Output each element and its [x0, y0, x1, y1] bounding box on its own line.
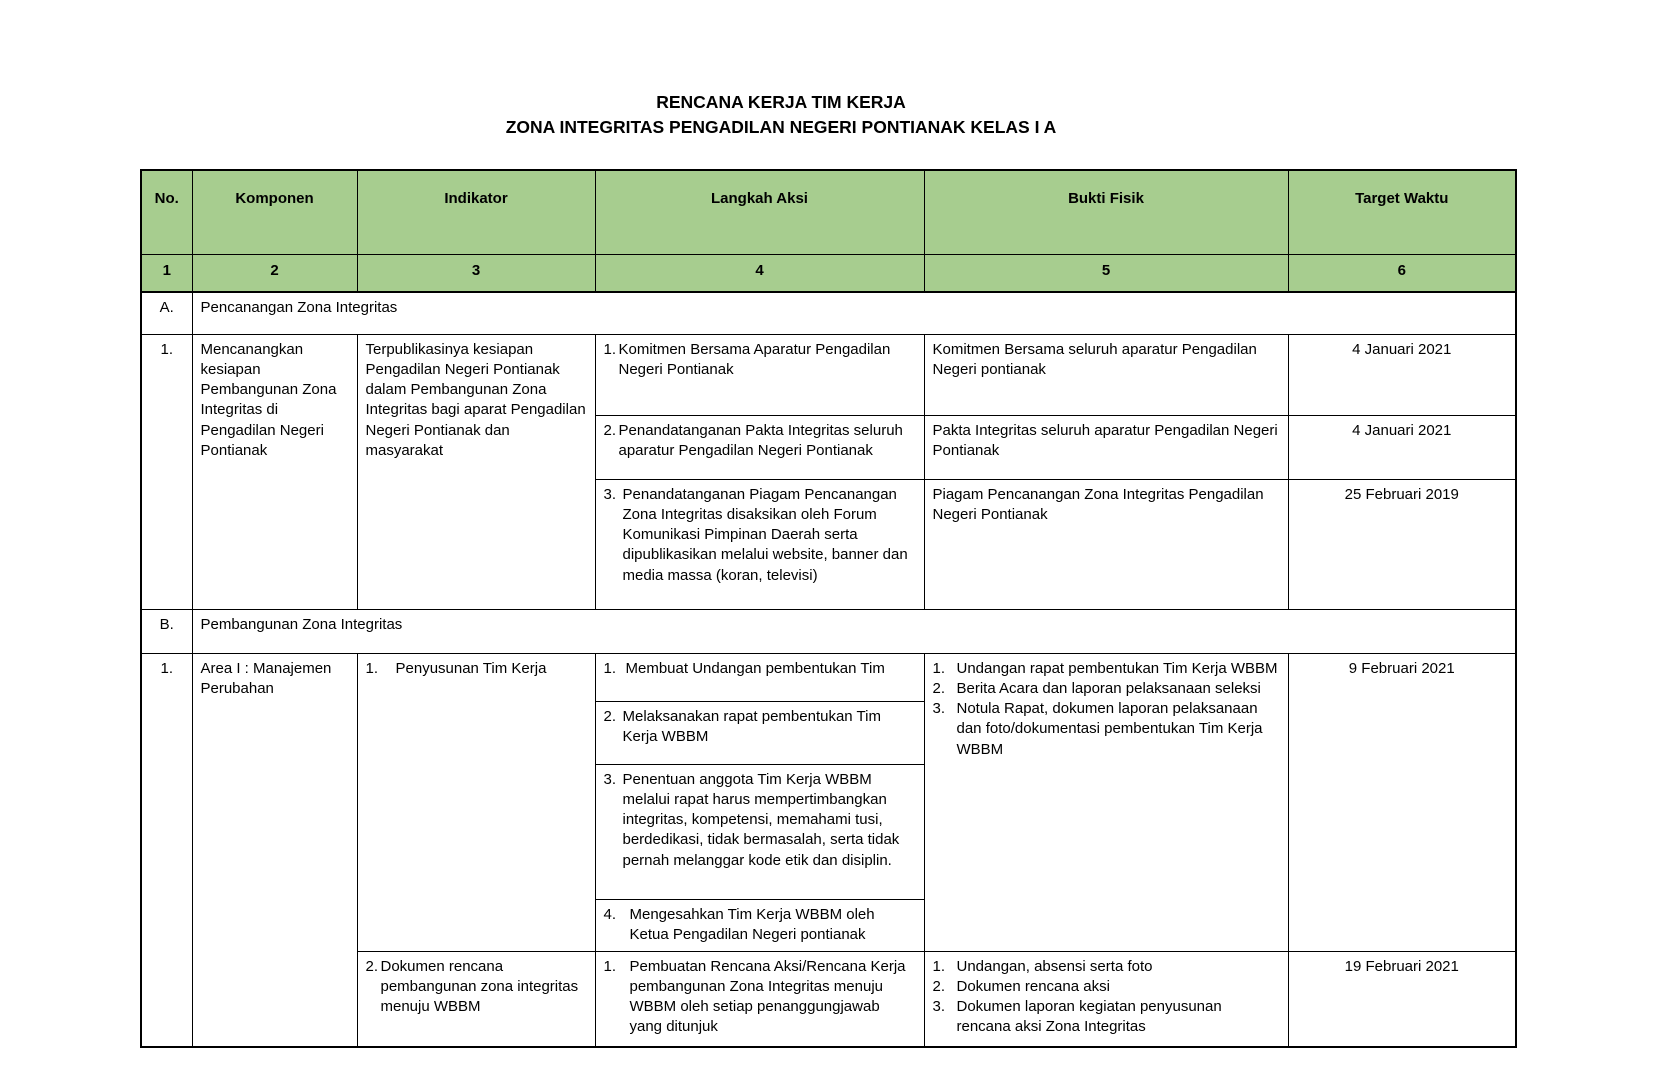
row-a1-target-3: 25 Februari 2019: [1288, 479, 1516, 609]
aksi-text: Penandatanganan Piagam Pencanangan Zona Integritas disaksikan oleh Forum Komunikasi Pimpinan Daerah serta dipublikasikan melalui website, banner dan media massa (koran, televisi): [622, 485, 908, 584]
row-b1-indikator-1: [357, 653, 595, 951]
col-number-2: 2: [192, 254, 357, 292]
section-a-title: Pencanangan Zona Integritas: [192, 292, 1516, 334]
section-b-letter: B.: [141, 609, 192, 653]
table-row: [141, 334, 1516, 415]
row-a1-aksi-3: [595, 479, 924, 609]
row-b1-ind2-bukti-list: [924, 951, 1288, 1047]
section-b-row: [141, 609, 1516, 653]
row-b1-aksi-2: [595, 701, 924, 764]
bukti-text: Dokumen rencana aksi: [956, 977, 1110, 995]
bukti-number: 1.: [932, 957, 946, 975]
row-b1-indikator-2: [357, 951, 595, 1047]
indikator-text: Dokumen rencana pembangunan zona integritas menuju WBBM: [380, 957, 579, 1015]
aksi-text: Melaksanakan rapat pembentukan Tim Kerja WBBM: [622, 707, 881, 745]
indikator-number: 2.: [365, 957, 379, 975]
aksi-number: 1.: [603, 659, 617, 677]
bukti-text: Berita Acara dan laporan pelaksanaan seleksi: [956, 679, 1261, 697]
row-a1-target-2: 4 Januari 2021: [1288, 415, 1516, 479]
indikator-text: Penyusunan Tim Kerja: [395, 659, 547, 677]
title-line-1: RENCANA KERJA TIM KERJA: [656, 92, 906, 112]
row-a1-indikator: Terpublikasinya kesiapan Pengadilan Negeri Pontianak dalam Pembangunan Zona Integritas bagi aparat Pengadilan Negeri Pontianak dan masyarakat: [357, 334, 595, 609]
bukti-number: 1.: [932, 659, 946, 677]
row-a1-no: 1.: [141, 334, 192, 609]
aksi-text: Mengesahkan Tim Kerja WBBM oleh Ketua Pengadilan Negeri pontianak: [629, 905, 875, 943]
table-row: [141, 653, 1516, 701]
aksi-number: 3.: [603, 770, 617, 788]
row-a1-komponen: Mencanangkan kesiapan Pembangunan Zona Integritas di Pengadilan Negeri Pontianak: [192, 334, 357, 609]
col-number-4: 4: [595, 254, 924, 292]
aksi-number: 1.: [603, 340, 617, 358]
col-header-komponen: Komponen: [192, 170, 357, 254]
aksi-text: Membuat Undangan pembentukan Tim: [625, 659, 885, 677]
bukti-number: 2.: [932, 977, 946, 995]
section-b-title: Pembangunan Zona Integritas: [192, 609, 1516, 653]
col-header-bukti-fisik: Bukti Fisik: [924, 170, 1288, 254]
col-header-no: No.: [141, 170, 192, 254]
work-plan-table: [140, 169, 1517, 1048]
col-number-5: 5: [924, 254, 1288, 292]
col-number-3: 3: [357, 254, 595, 292]
row-a1-aksi-2: [595, 415, 924, 479]
bukti-number: 3.: [932, 998, 946, 1015]
col-header-indikator: Indikator: [357, 170, 595, 254]
row-a1-bukti-2: Pakta Integritas seluruh aparatur Pengadilan Negeri Pontianak: [924, 415, 1288, 479]
bukti-number: 3.: [932, 700, 946, 717]
bukti-text: Dokumen laporan kegiatan penyusunan rencana aksi Zona Integritas: [956, 998, 1222, 1036]
row-a1-target-1: 4 Januari 2021: [1288, 334, 1516, 415]
row-b1-komponen: Area I : Manajemen Perubahan: [192, 653, 357, 1047]
row-b1-target-1: 9 Februari 2021: [1288, 653, 1516, 951]
title-line-2: ZONA INTEGRITAS PENGADILAN NEGERI PONTIANAK KELAS I A: [505, 117, 1057, 137]
col-number-1: 1: [141, 254, 192, 292]
table-header-row: [141, 170, 1516, 254]
row-a1-aksi-1: [595, 334, 924, 415]
col-header-langkah-aksi: Langkah Aksi: [595, 170, 924, 254]
bukti-text: Undangan rapat pembentukan Tim Kerja WBBM: [956, 659, 1278, 677]
aksi-text: Penandatanganan Pakta Integritas seluruh aparatur Pengadilan Negeri Pontianak: [618, 421, 903, 459]
row-b1-bukti-list: [924, 653, 1288, 951]
aksi-text: Komitmen Bersama Aparatur Pengadilan Negeri Pontianak: [618, 340, 891, 378]
row-b1-no: 1.: [141, 653, 192, 1047]
indikator-number: 1.: [365, 659, 379, 677]
aksi-text: Pembuatan Rencana Aksi/Rencana Kerja pembangunan Zona Integritas menuju WBBM oleh setiap penanggungjawab yang ditunjuk: [629, 957, 906, 1036]
col-number-6: 6: [1288, 254, 1516, 292]
column-number-row: [141, 254, 1516, 292]
row-a1-bukti-3: Piagam Pencanangan Zona Integritas Pengadilan Negeri Pontianak: [924, 479, 1288, 609]
section-a-letter: A.: [141, 292, 192, 334]
col-header-target-waktu: Target Waktu: [1288, 170, 1516, 254]
aksi-number: 1.: [603, 957, 617, 975]
bukti-number: 2.: [932, 679, 946, 697]
row-b1-aksi-1: [595, 653, 924, 701]
aksi-number: 3.: [603, 485, 617, 503]
bukti-text: Undangan, absensi serta foto: [956, 957, 1153, 975]
aksi-number: 2.: [603, 421, 617, 439]
bukti-text: Notula Rapat, dokumen laporan pelaksanaan dan foto/dokumentasi pembentukan Tim Kerja WBBM: [956, 700, 1263, 758]
row-b1-ind2-target: 19 Februari 2021: [1288, 951, 1516, 1047]
document-title: [0, 90, 1562, 140]
section-a-row: [141, 292, 1516, 334]
aksi-text: Penentuan anggota Tim Kerja WBBM melalui rapat harus mempertimbangkan integritas, kompetensi, memahami tusi, berdedikasi, tidak bermasalah, serta tidak pernah melanggar kode etik dan disiplin.: [622, 770, 900, 869]
row-b1-aksi-3: [595, 764, 924, 899]
row-b1-ind2-aksi-1: [595, 951, 924, 1047]
aksi-number: 4.: [603, 905, 617, 923]
row-b1-aksi-4: [595, 899, 924, 951]
aksi-number: 2.: [603, 707, 617, 725]
row-a1-bukti-1: Komitmen Bersama seluruh aparatur Pengadilan Negeri pontianak: [924, 334, 1288, 415]
